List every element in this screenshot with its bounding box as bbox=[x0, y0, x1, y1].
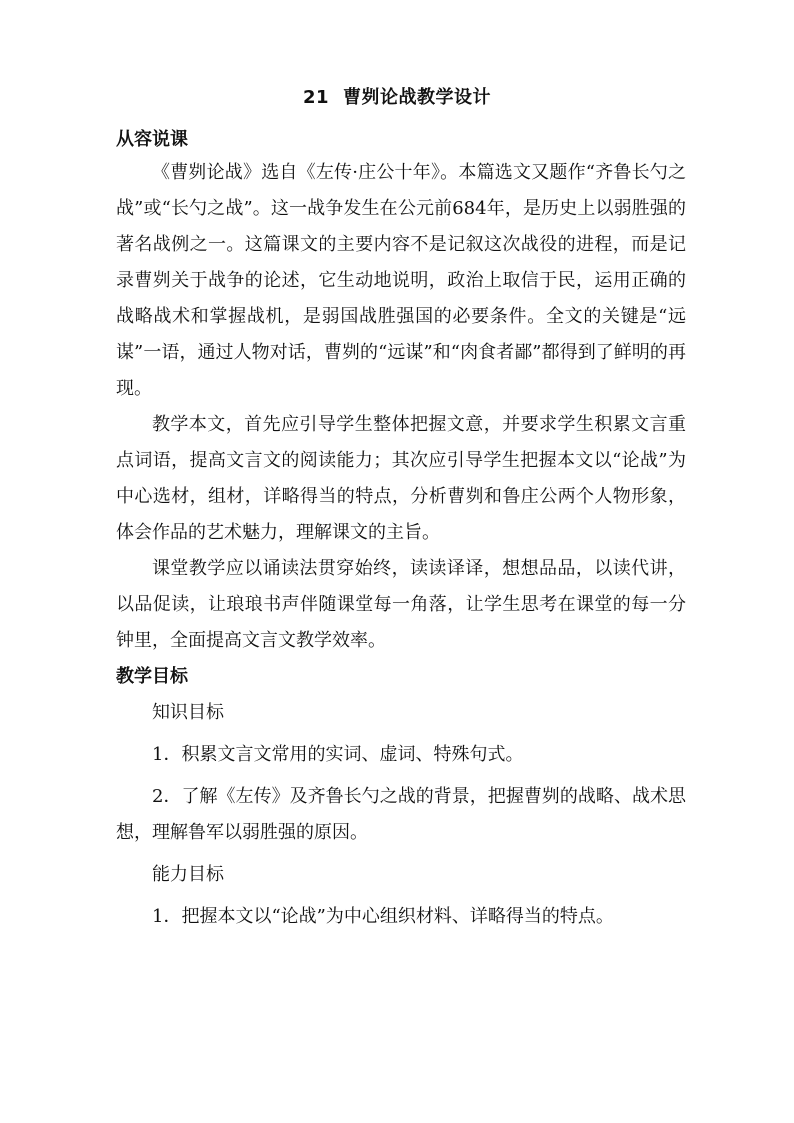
intro-paragraph-2: 教学本文，首先应引导学生整体把握文意，并要求学生积累文言重点词语，提高文言文的阅读能力；其次应引导学生把握本文以“论战”为中心选材，组材，详略得当的特点，分析曹刿和鲁庄公两个人物形象，体会作品的艺术魅力，理解课文的主旨。 bbox=[116, 414, 686, 543]
ability-objectives-label: 能力目标 bbox=[152, 864, 224, 885]
title-number: 21 bbox=[302, 87, 330, 108]
intro-paragraph-3: 课堂教学应以诵读法贯穿始终，读读译译，想想品品，以读代讲，以品促读，让琅琅书声伴随课堂每一角落，让学生思考在课堂的每一分钟里，全面提高文言文教学效率。 bbox=[116, 558, 686, 651]
knowledge-objectives-label: 知识目标 bbox=[152, 702, 224, 723]
section-heading-objectives: 教学目标 bbox=[116, 666, 188, 687]
knowledge-objective-item-1: 1．积累文言文常用的实词、虚词、特殊句式。 bbox=[152, 744, 524, 765]
intro-paragraph-1: 《曹刿论战》选自《左传·庄公十年》。本篇选文又题作“齐鲁长勺之战”或“长勺之战”。这一战争发生在公元前684年，是历史上以弱胜强的著名战例之一。这篇课文的主要内容不是记叙这次战役的进程，而是记录曹刿关于战争的论述，它生动地说明，政治上取信于民，运用正确的战略战术和掌握战机，是弱国战胜强国的必要条件。全文的关键是“远谋”一语，通过人物对话，曹刿的“远谋”和“肉食者鄙”都得到了鲜明的再现。 bbox=[116, 162, 686, 399]
document-body bbox=[116, 125, 686, 935]
knowledge-objective-item-2: 2．了解《左传》及齐鲁长勺之战的背景，把握曹刿的战略、战术思想，理解鲁军以弱胜强的原因。 bbox=[116, 786, 686, 843]
title-text: 曹刿论战教学设计 bbox=[343, 87, 492, 108]
document-title bbox=[0, 84, 794, 112]
ability-objective-item-1: 1．把握本文以“论战”为中心组织材料、详略得当的特点。 bbox=[152, 906, 614, 927]
section-heading-intro: 从容说课 bbox=[116, 129, 188, 150]
